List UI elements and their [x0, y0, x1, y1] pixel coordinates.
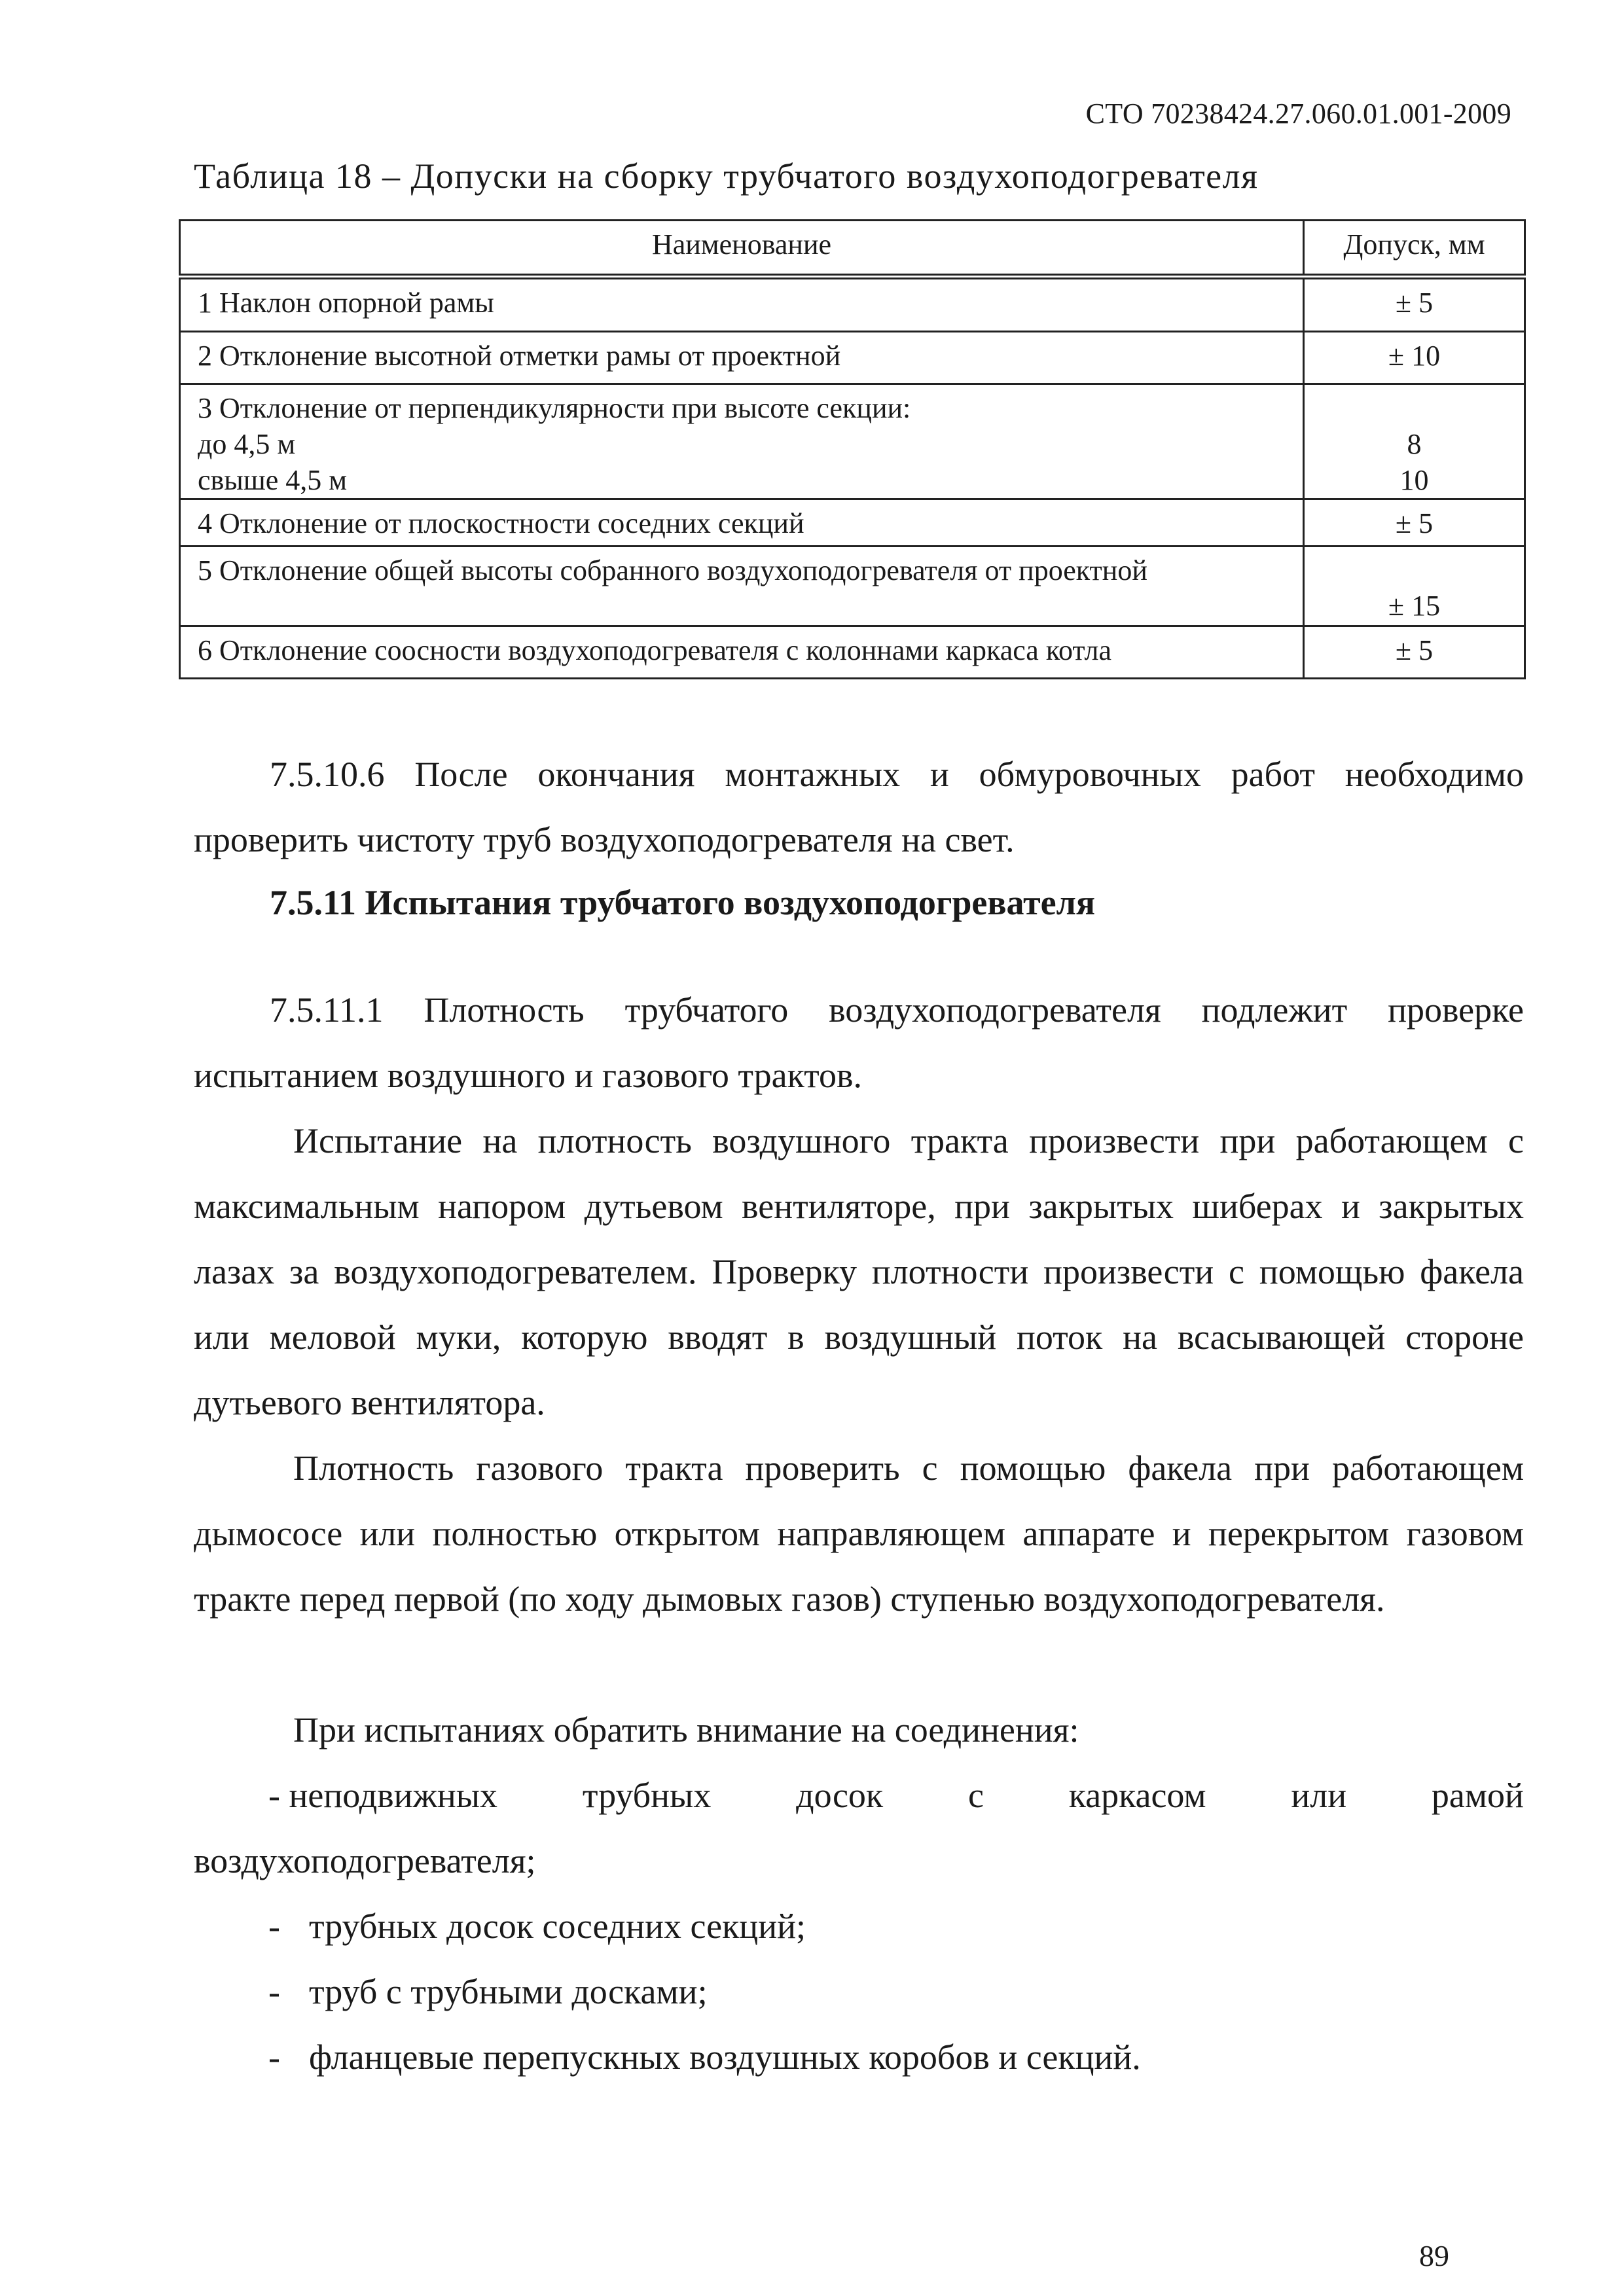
paragraph-7-5-10-6: 7.5.10.6 После окончания монтажных и обмуровочных работ необходимо проверить чистоту труб воздухоподогревателя на свет. — [194, 755, 1524, 859]
row-title: 3 Отклонение от перпендикулярности при высоте секции: — [198, 392, 911, 424]
list-item-first-line — [268, 1763, 1524, 1828]
page-number: 89 — [1419, 2239, 1449, 2272]
list-item — [268, 1959, 1524, 2024]
list-item-text: фланцевые перепускных воздушных коробов и секций. — [309, 2037, 1141, 2077]
tolerance-table — [179, 219, 1526, 679]
list-word: досок — [796, 1776, 884, 1815]
row-name: 2 Отклонение высотной отметки рамы от проектной — [180, 332, 1304, 384]
table-row — [180, 499, 1525, 547]
row-value-text: ± 15 — [1388, 590, 1441, 622]
header-name: Наименование — [180, 221, 1304, 277]
list-dash: - — [268, 2037, 280, 2077]
row-value — [1304, 547, 1525, 626]
row-value: ± 5 — [1304, 626, 1525, 679]
table-row — [180, 547, 1525, 626]
paragraph-gas-tract: Плотность газового тракта проверить с помощью факела при работающем дымососе или полностью открытом направляющем аппарате и перекрытом газовом тракте перед первой (по ходу дымовых газов) ступенью воздухоподогревателя. — [194, 1448, 1524, 1619]
section-heading: 7.5.11 Испытания трубчатого воздухоподогревателя — [270, 883, 1096, 922]
table-row — [180, 384, 1525, 499]
list-word: с — [967, 1776, 984, 1815]
table-header-row — [180, 221, 1525, 277]
subrow-name: до 4,5 м — [198, 428, 296, 460]
row-name: 5 Отклонение общей высоты собранного воздухоподогревателя от проектной — [180, 547, 1304, 626]
list-item — [268, 1893, 1524, 1959]
table-row — [180, 626, 1525, 679]
list-item-text: трубных досок соседних секций; — [309, 1907, 806, 1946]
row-name: 6 Отклонение соосности воздухоподогревателя с колоннами каркаса котла — [180, 626, 1304, 679]
list-word: трубных — [582, 1776, 712, 1815]
table-row — [180, 332, 1525, 384]
subrow-name: свыше 4,5 м — [198, 464, 348, 496]
table-row — [180, 277, 1525, 332]
header-tolerance: Допуск, мм — [1304, 221, 1525, 277]
subrow-value: 10 — [1399, 464, 1429, 496]
list-dash: - — [268, 1972, 280, 2011]
list-dash: - — [268, 1907, 280, 1946]
paragraph-air-tract: Испытание на плотность воздушного тракта произвести при работающем с максимальным напором дутьевом вентиляторе, при закрытых шиберах и закрытых лазах за воздухоподогревателем. Проверку плотности произвести с помощью факела или меловой муки, которую вводят в воздушный поток на всасывающей стороне дутьевого вентилятора. — [194, 1121, 1524, 1422]
row-name — [180, 384, 1304, 499]
list-item — [268, 1763, 1524, 1828]
list-item — [268, 2024, 1524, 2090]
list-word: или — [1291, 1776, 1347, 1815]
list-dash: - неподвижных — [268, 1776, 498, 1815]
row-title-value — [1322, 390, 1507, 426]
paragraph-connections-intro: При испытаниях обратить внимание на соединения: — [293, 1710, 1079, 1749]
row-value: ± 5 — [1304, 499, 1525, 547]
subrow-value: 8 — [1407, 428, 1422, 460]
document-code: СТО 70238424.27.060.01.001-2009 — [1085, 98, 1511, 130]
row-value: ± 10 — [1304, 332, 1525, 384]
list-word: рамой — [1431, 1776, 1524, 1815]
row-name: 4 Отклонение от плоскостности соседних секций — [180, 499, 1304, 547]
list-word: каркасом — [1068, 1776, 1206, 1815]
row-value: ± 5 — [1304, 277, 1525, 332]
row-value — [1304, 384, 1525, 499]
list-item-text: труб с трубными досками; — [309, 1972, 708, 2011]
row-name: 1 Наклон опорной рамы — [180, 277, 1304, 332]
paragraph-7-5-11-1: 7.5.11.1 Плотность трубчатого воздухоподогревателя подлежит проверке испытанием воздушного и газового трактов. — [194, 990, 1524, 1095]
table-caption: Таблица 18 – Допуски на сборку трубчатого воздухоподогревателя — [194, 156, 1259, 196]
list-item-continuation: воздухоподогревателя; — [194, 1841, 536, 1880]
